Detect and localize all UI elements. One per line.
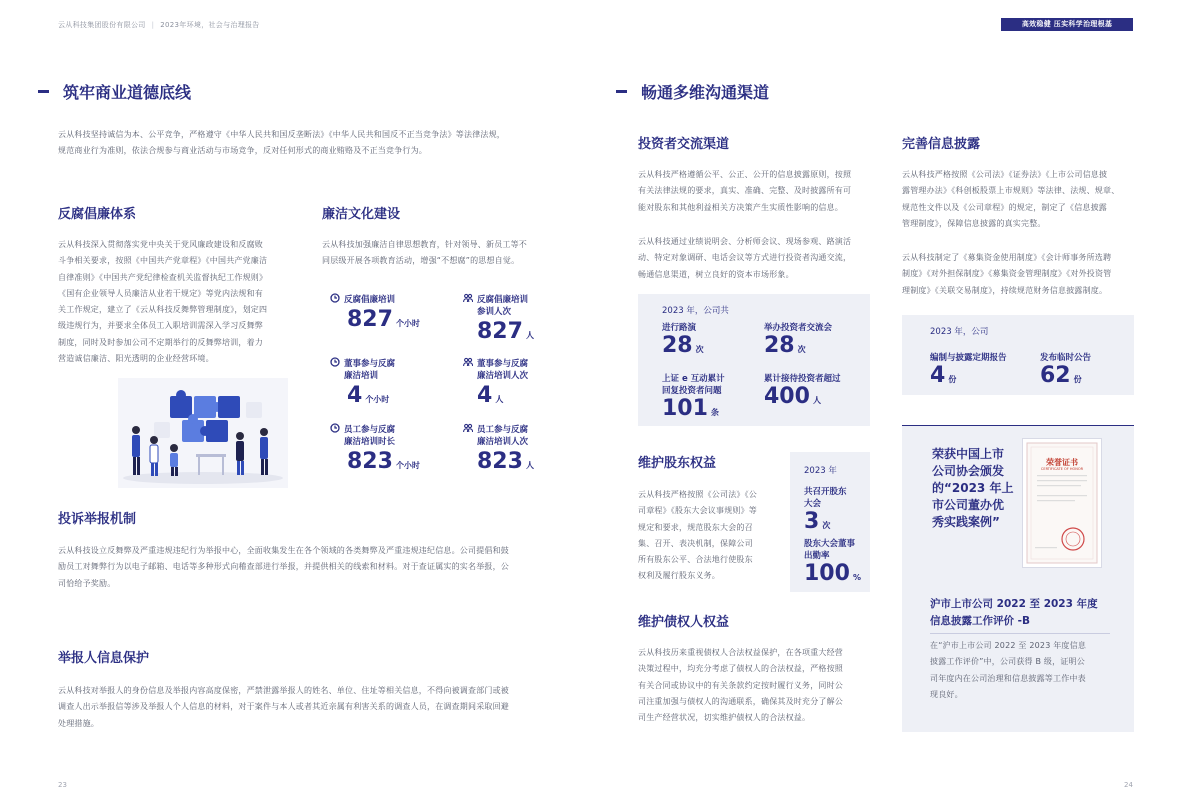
- integrity-stat-1: 反腐倡廉培训 827 个小时: [330, 293, 420, 332]
- cert-title: 荣誉证书: [1046, 458, 1078, 467]
- complaint-text: 云从科技设立反舞弊及严重违规违纪行为举报中心，全面收集发生在各个领域的各类舞弊及严重违规违纪信息。公司提倡和鼓 励员工对舞弊行为以电子邮箱、电话等多种形式向稽查部进行举报，并提供相关的线索和材料。对于查证属实的实名举报，公 司恰给予奖励。: [58, 546, 509, 588]
- investor-text: 云从科技严格遵循公平、公正、公开的信息披露原则，按照 有关法律法规的要求，真实、准确、完整、及时披露所有可 能对股东和其他利益相关方决策产生实质性影响的信息。: [638, 170, 852, 212]
- page-number-left: 23: [58, 781, 67, 789]
- shareholder-panel-year: 2023 年: [804, 466, 837, 476]
- evaluation-text: 在“沪市上市公司 2022 至 2023 年度信息 披露工作评价”中，公司获得 B 级，证明公 司年度内在公司治理和信息披露等工作中表 现良好。: [930, 641, 1087, 699]
- whistleblower-text: 云从科技对举报人的身份信息及举报内容高度保密，严禁泄露举报人的姓名、单位、住址等相关信息，不得向被调查部门或被 调查人出示举报信等涉及举报人个人信息的材料，对于案件与本人或者其近亲属有利害关系的调查人员，在调查期间采取回避 处理措施。: [58, 686, 509, 728]
- people-icon: [463, 293, 473, 303]
- disclosure-stat-1: 编制与披露定期报告 4 份: [930, 353, 1007, 388]
- integrity-text: 云从科技加强廉洁自律思想教育，针对领导、新员工等不 同层级开展各项教育活动，增强“不想腐”的思想自觉。: [322, 240, 527, 266]
- disclosure-stats-panel: [902, 315, 1134, 395]
- anticorruption-text: 云从科技深入贯彻落实党中央关于党风廉政建设和反腐败 斗争相关要求，按照《中国共产党章程》《中国共产党廉洁 自律准则》《中国共产党纪律检查机关监督执纪工作规则》 《国有企业领导人员廉洁从业若干规定》等党内法规和有 关工作规定，建立了《云从科技反舞弊管理制度》，划定四 级违规行为，并要求全体员工入职培训需深入学习反舞弊 制度，同时及时参加公司不定期举行的反舞弊培训，着力 营造诚信廉洁、阳光透明的企业经营环境。: [58, 240, 268, 364]
- investor-stat-3: 上证 e 互动累计 回复投资者问题 101 条: [662, 374, 725, 421]
- award-title: 荣获中国上市 公司协会颁发 的“2023 年上 市公司董办优 秀实践案例”: [932, 447, 1014, 529]
- complaint-title: 投诉举报机制: [58, 512, 137, 527]
- header-badge: 高效稳健 压实科学治理根基: [1001, 18, 1133, 31]
- header-report: 2023年环境，社会与治理报告: [160, 21, 260, 29]
- honor-certificate: [1022, 438, 1102, 568]
- left-section-title: 筑牢商业道德底线: [38, 80, 191, 103]
- page-number-right: 24: [1124, 781, 1133, 789]
- shareholder-stat-2: 股东大会董事 出勤率 100 %: [804, 539, 861, 586]
- shareholder-stats-panel: [790, 452, 870, 592]
- creditor-text: 云从科技历来重视债权人合法权益保护，在各项重大经营 决策过程中，均充分考虑了债权人的合法权益，严格按照 有关合同或协议中的有关条款约定按时履行义务，同时公 司注重加强与债权人的沟通联系，确保其及时充分了解公 司生产经营状况，切实维护债权人的合法权益。: [638, 648, 843, 723]
- integrity-title: 廉洁文化建设: [322, 207, 401, 222]
- integrity-stat-6: 员工参与反腐 廉洁培训人次 823 人: [463, 423, 534, 474]
- shareholder-stat-1: 共召开股东 大会 3 次: [804, 487, 847, 534]
- left-intro: 云从科技坚持诚信为本、公平竞争，严格遵守《中华人民共和国反垄断法》《中华人民共和国反不正当竞争法》等法律法规， 规范商业行为准则，依法合规参与商业活动与市场竞争，反对任何形式的商业贿赂及不正当竞争行为。: [58, 130, 505, 156]
- clock-icon: [330, 293, 340, 303]
- cert-subtitle: CERTIFICATE OF HONOR: [1040, 467, 1084, 471]
- evaluation-divider: [930, 633, 1110, 634]
- disclosure-panel-year: 2023 年，公司: [930, 327, 989, 337]
- investor-stat-4: 累计接待投资者超过 400 人: [764, 374, 841, 409]
- title-dash: [616, 90, 627, 93]
- clock-icon: [330, 423, 340, 433]
- investor-text-2: 云从科技通过业绩说明会、分析师会议、现场参观、路演活 动、特定对象调研、电话会议等方式进行投资者沟通交流， 畅通信息渠道，树立良好的资本市场形象。: [638, 237, 852, 279]
- investor-title: 投资者交流渠道: [638, 137, 730, 152]
- shareholder-title: 维护股东权益: [638, 456, 717, 471]
- integrity-stat-2: 反腐倡廉培训 参训人次 827 人: [463, 293, 534, 344]
- integrity-stat-5: 员工参与反腐 廉洁培训时长 823 个小时: [330, 423, 420, 474]
- shareholder-text: 云从科技严格按照《公司法》《公 司章程》《股东大会议事规则》等 规定和要求，规范股东大会的召 集、召开、表决机制，保障公司 所有股东公平、合法地行使股东 权利及履行股东义务。: [638, 490, 757, 581]
- right-section-title: 畅通多维沟通渠道: [616, 80, 769, 103]
- decorative-strip: [902, 418, 1134, 426]
- integrity-stat-3: 董事参与反腐 廉洁培训 4 个小时: [330, 357, 395, 408]
- anticorruption-title: 反腐倡廉体系: [58, 207, 137, 222]
- investor-panel-year: 2023 年，公司共: [662, 306, 729, 316]
- whistleblower-title: 举报人信息保护: [58, 651, 150, 666]
- people-icon: [463, 357, 473, 367]
- header-meta: 云从科技集团股份有限公司 | 2023年环境，社会与治理报告: [58, 21, 260, 29]
- award-panel: [902, 426, 1134, 582]
- clock-icon: [330, 357, 340, 367]
- header-company: 云从科技集团股份有限公司: [58, 21, 146, 29]
- disclosure-stat-2: 发布临时公告 62 份: [1040, 353, 1092, 388]
- creditor-title: 维护债权人权益: [638, 615, 730, 630]
- title-dash: [38, 90, 49, 93]
- people-icon: [463, 423, 473, 433]
- disclosure-title: 完善信息披露: [902, 137, 981, 152]
- teamwork-illustration: [118, 378, 288, 488]
- evaluation-title: 沪市上市公司 2022 至 2023 年度 信息披露工作评价 -B: [930, 598, 1098, 627]
- disclosure-text-2: 云从科技制定了《募集资金使用制度》《会计师事务所选聘 制度》《对外担保制度》《募集资金管理制度》《对外投资管 理制度》《关联交易制度》，持续规范财务信息披露制度。: [902, 253, 1112, 295]
- evaluation-panel: [902, 582, 1134, 732]
- investor-stats-panel: [638, 294, 870, 426]
- disclosure-text: 云从科技严格按照《公司法》《证券法》《上市公司信息披 露管理办法》《科创板股票上市规则》等法律、法规、规章、 规范性文件以及《公司章程》的规定，制定了《信息披露 管理制度》，保障信息披露的真实完整。: [902, 170, 1120, 228]
- investor-stat-2: 举办投资者交流会 28 次: [764, 323, 833, 358]
- integrity-stat-4: 董事参与反腐 廉洁培训人次 4 人: [463, 357, 528, 408]
- investor-stat-1: 进行路演 28 次: [662, 323, 704, 358]
